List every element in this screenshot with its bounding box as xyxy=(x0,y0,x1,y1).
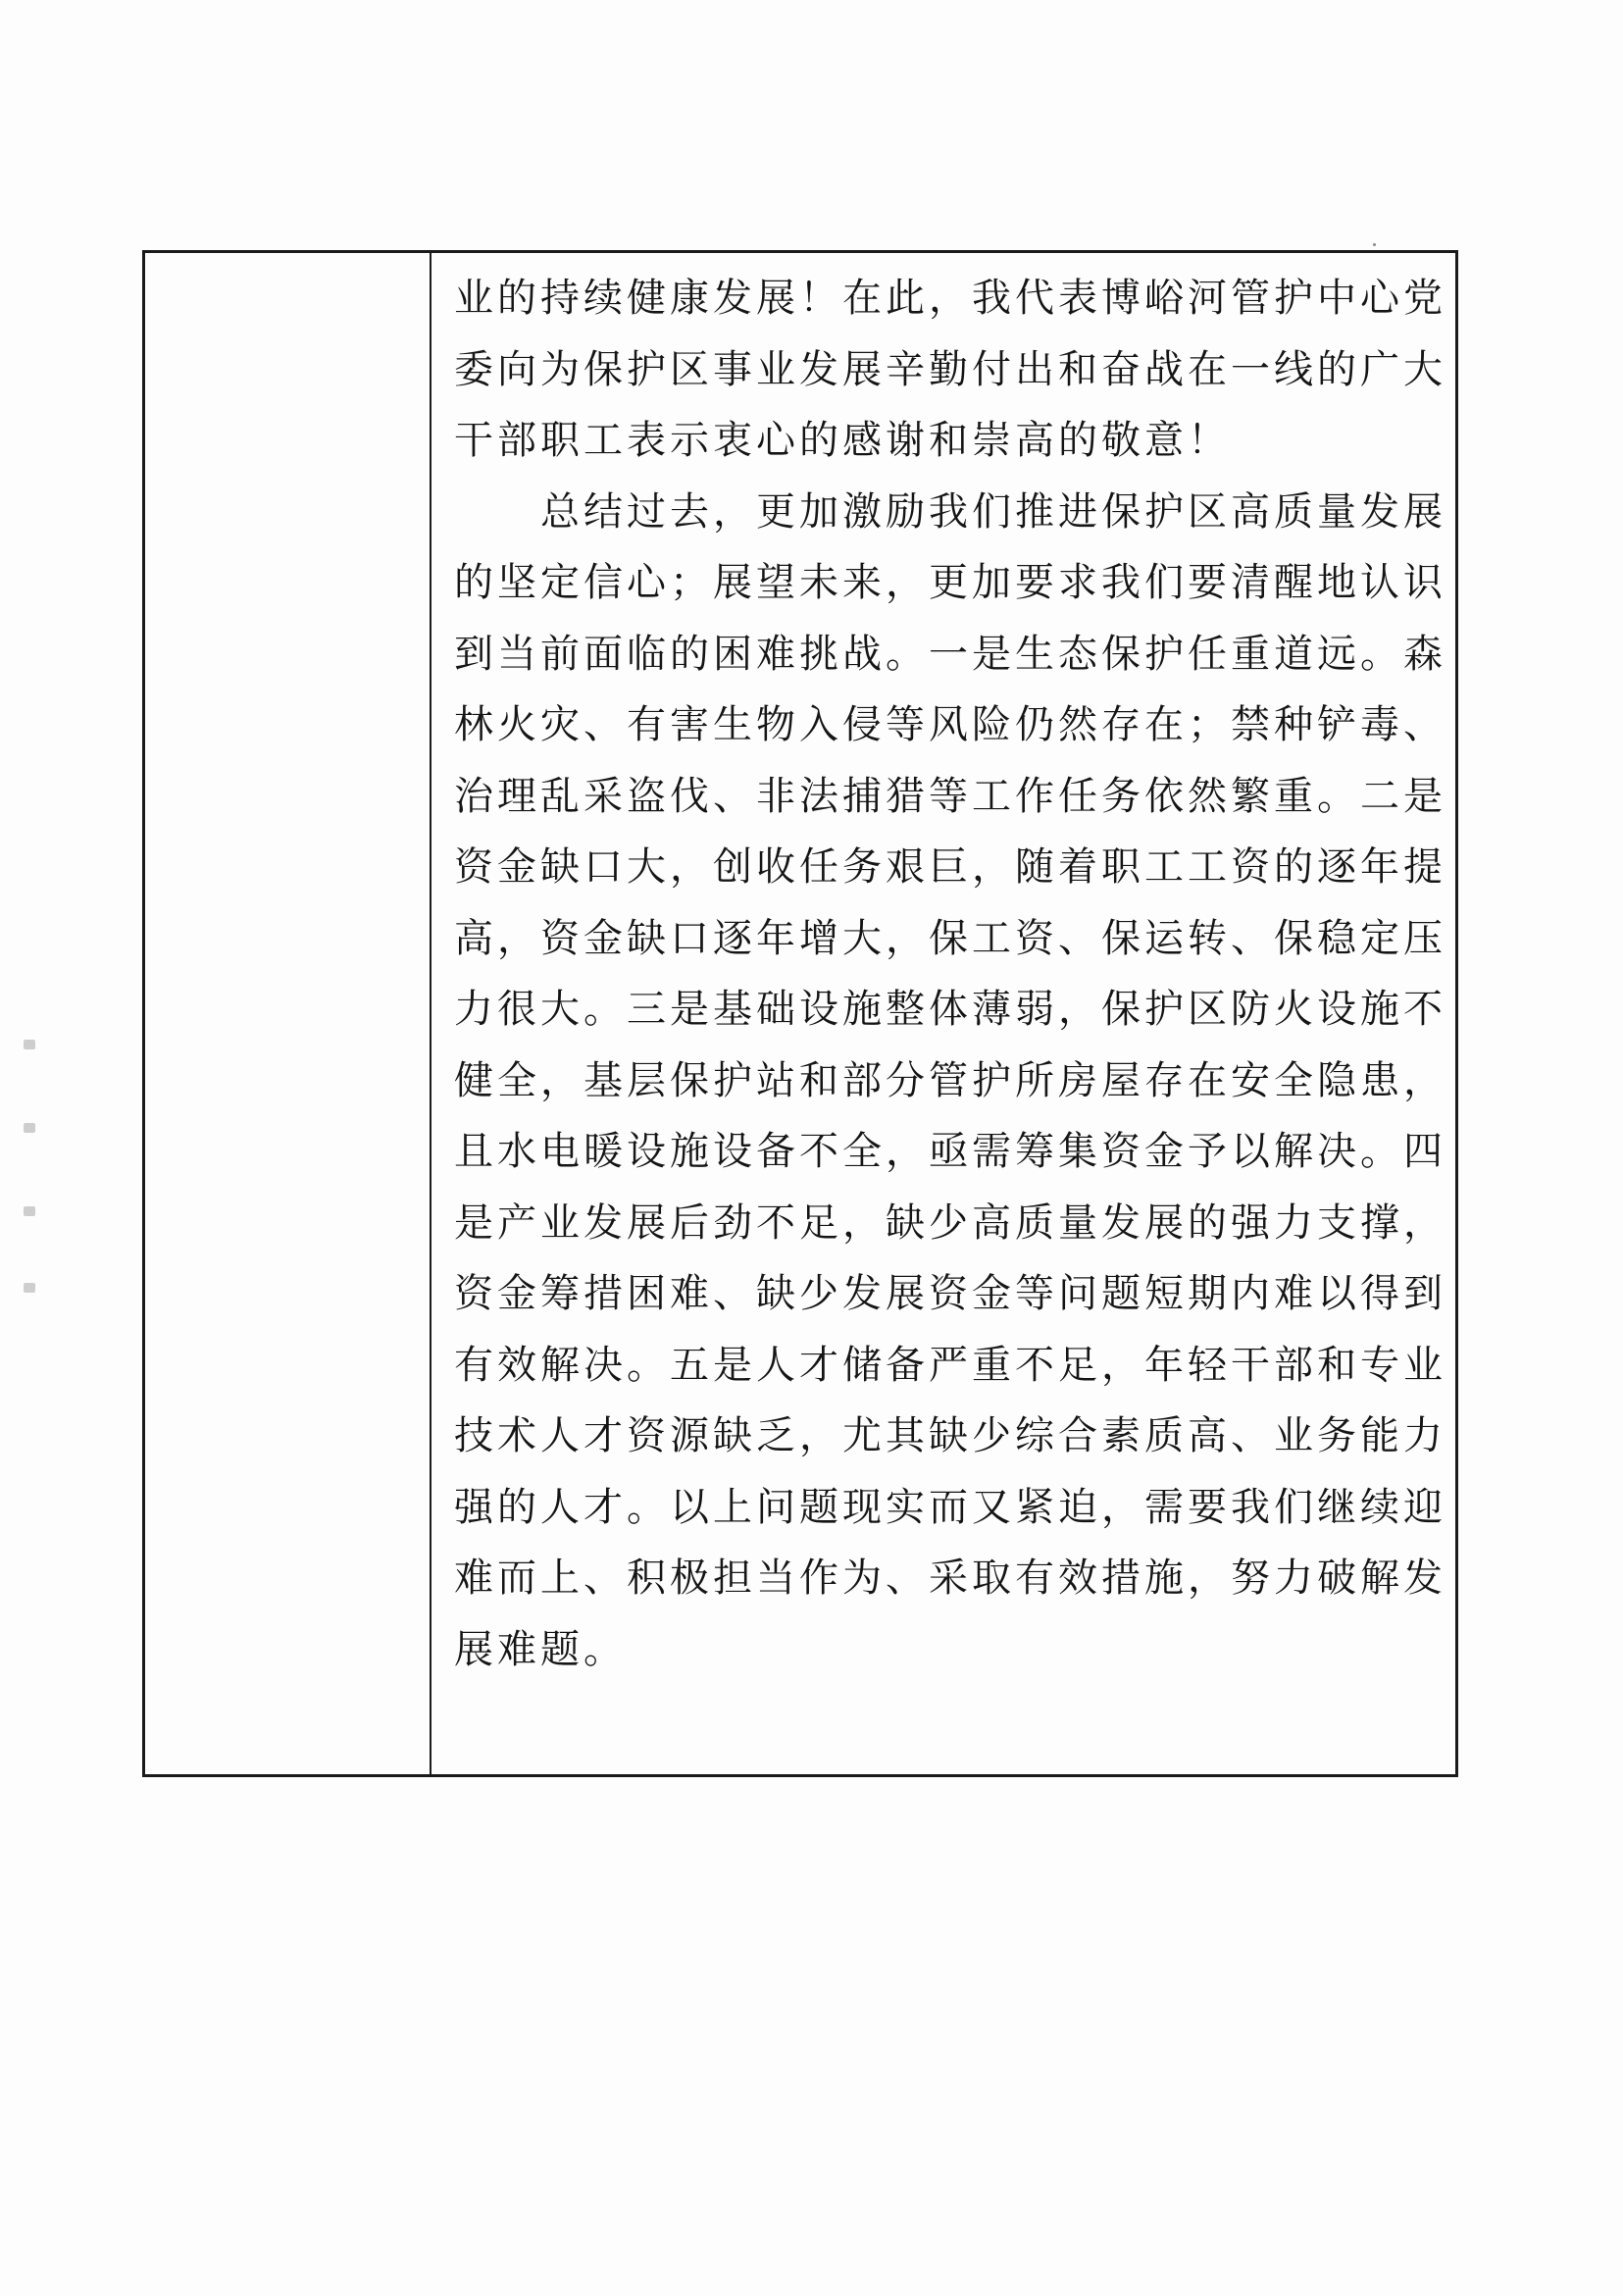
text-line: 治理乱采盗伐、非法捕猎等工作任务依然繁重。二是 xyxy=(454,773,1446,819)
binding-mark xyxy=(24,1123,35,1133)
text-line: 业的持续健康发展！在此，我代表博峪河管护中心党 xyxy=(454,276,1446,321)
text-line: 总结过去，更加激励我们推进保护区高质量发展 xyxy=(454,488,1446,535)
text-line: 林火灾、有害生物入侵等风险仍然存在；禁种铲毒、 xyxy=(454,702,1446,747)
text-line: 干部职工表示衷心的感谢和崇高的敬意！ xyxy=(454,418,1231,463)
text-line: 力很大。三是基础设施整体薄弱，保护区防火设施不 xyxy=(454,987,1446,1032)
label-cell xyxy=(145,253,430,1774)
text-line: 强的人才。以上问题现实而又紧迫，需要我们继续迎 xyxy=(454,1484,1446,1530)
body-text xyxy=(454,263,1446,1685)
text-line: 委向为保护区事业发展辛勤付出和奋战在一线的广大 xyxy=(454,346,1446,392)
text-line: 资金缺口大，创收任务艰巨，随着职工工资的逐年提 xyxy=(454,844,1446,890)
text-line: 到当前面临的困难挑战。一是生态保护任重道远。森 xyxy=(454,631,1446,677)
form-table xyxy=(142,250,1458,1777)
binding-mark xyxy=(24,1283,35,1293)
text-line: 的坚定信心；展望未来，更加要求我们要清醒地认识 xyxy=(454,560,1446,605)
binding-mark xyxy=(24,1206,35,1216)
text-line: 资金筹措困难、缺少发展资金等问题短期内难以得到 xyxy=(454,1271,1446,1316)
text-line: 展难题。 xyxy=(454,1626,627,1672)
binding-marks xyxy=(20,1040,39,1295)
binding-mark xyxy=(24,1040,35,1049)
text-line: 且水电暖设施设备不全，亟需筹集资金予以解决。四 xyxy=(454,1129,1446,1174)
text-line: 技术人才资源缺乏，尤其缺少综合素质高、业务能力 xyxy=(454,1413,1446,1458)
text-line: 有效解决。五是人才储备严重不足，年轻干部和专业 xyxy=(454,1342,1446,1388)
text-line: 高，资金缺口逐年增大，保工资、保运转、保稳定压 xyxy=(454,915,1446,961)
column-divider xyxy=(430,253,431,1774)
scan-speck xyxy=(1373,243,1376,246)
text-line: 难而上、积极担当作为、采取有效措施，努力破解发 xyxy=(454,1556,1446,1601)
text-line: 健全，基层保护站和部分管护所房屋存在安全隐患， xyxy=(454,1057,1446,1103)
text-line: 是产业发展后劲不足，缺少高质量发展的强力支撑， xyxy=(454,1199,1446,1246)
